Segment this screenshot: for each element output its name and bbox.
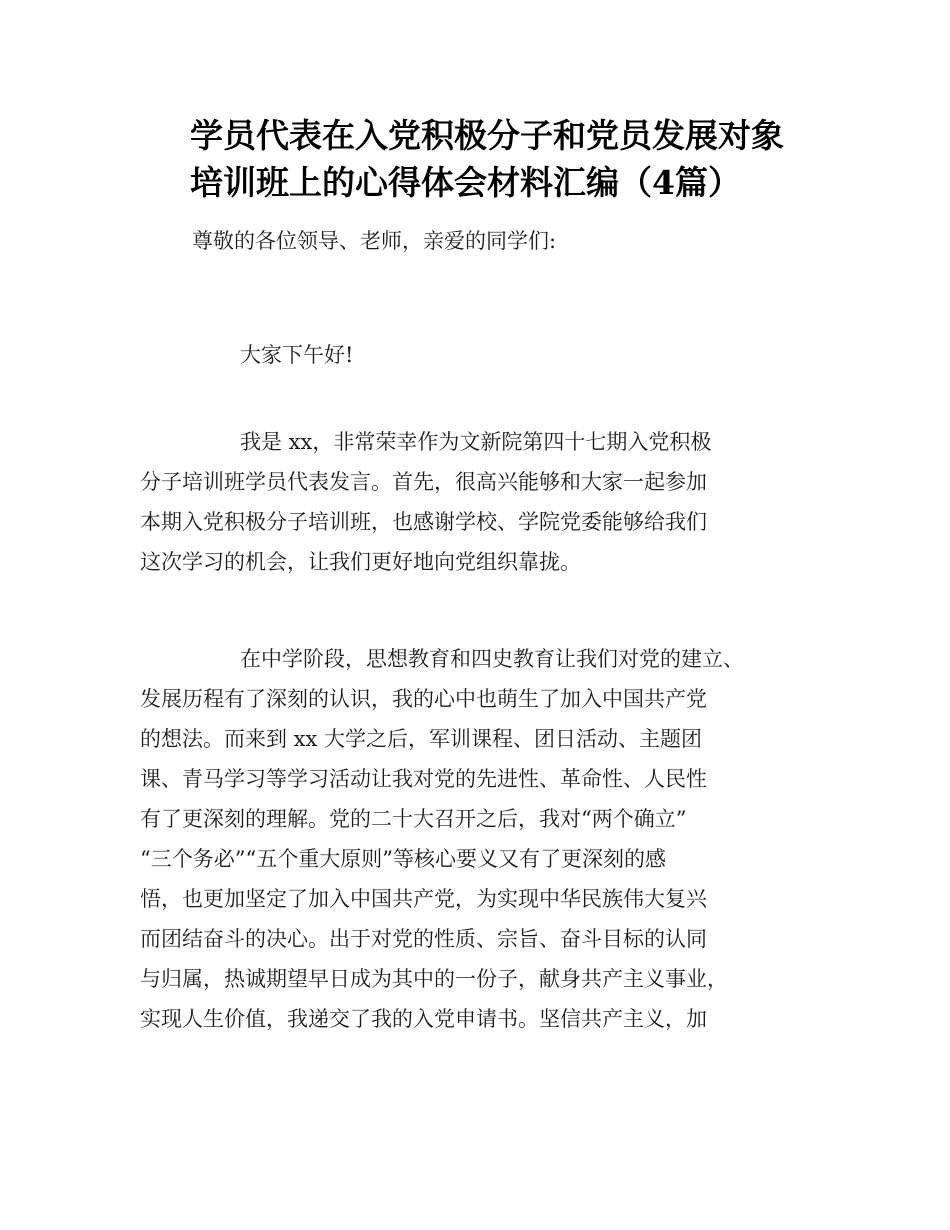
paragraph-line: 的想法。而来到 xx 大学之后，军训课程、团日活动、主题团 xyxy=(140,727,703,751)
paragraph-line: 课、青马学习等学习活动让我对党的先进性、革命性、人民性 xyxy=(140,767,707,791)
paragraph-line: 有了更深刻的理解。党的二十大召开之后，我对“两个确立” xyxy=(140,807,687,831)
paragraph-line: 我是 xx，非常荣幸作为文新院第四十七期入党积极 xyxy=(240,430,712,454)
title-line: 培训班上的心得体会材料汇编（4篇） xyxy=(190,163,741,202)
paragraph-line: 与归属，热诚期望早日成为其中的一份子，献身共产主义事业， xyxy=(140,967,728,991)
paragraph-line: 悟，也更加坚定了加入中国共产党，为实现中华民族伟大复兴 xyxy=(140,887,707,911)
paragraph-line: 实现人生价值，我递交了我的入党申请书。坚信共产主义，加 xyxy=(140,1007,707,1031)
paragraph-line: 在中学阶段，思想教育和四史教育让我们对党的建立、 xyxy=(240,647,744,671)
salutation: 尊敬的各位领导、老师，亲爱的同学们: xyxy=(192,229,557,253)
paragraph-intro xyxy=(140,422,840,582)
paragraph-line: 分子培训班学员代表发言。首先，很高兴能够和大家一起参加 xyxy=(140,470,707,494)
paragraph-line: 这次学习的机会，让我们更好地向党组织靠拢。 xyxy=(140,550,581,574)
title-line: 学员代表在入党积极分子和党员发展对象 xyxy=(190,116,784,155)
paragraph-experience xyxy=(140,639,840,1039)
document-title xyxy=(190,112,890,206)
greeting: 大家下午好! xyxy=(240,343,354,367)
paragraph-line: 而团结奋斗的决心。出于对党的性质、宗旨、奋斗目标的认同 xyxy=(140,927,707,951)
paragraph-line: 发展历程有了深刻的认识，我的心中也萌生了加入中国共产党 xyxy=(140,687,707,711)
paragraph-line: 本期入党积极分子培训班，也感谢学校、学院党委能够给我们 xyxy=(140,510,707,534)
paragraph-line: “三个务必”“五个重大原则”等核心要义又有了更深刻的感 xyxy=(140,847,666,871)
